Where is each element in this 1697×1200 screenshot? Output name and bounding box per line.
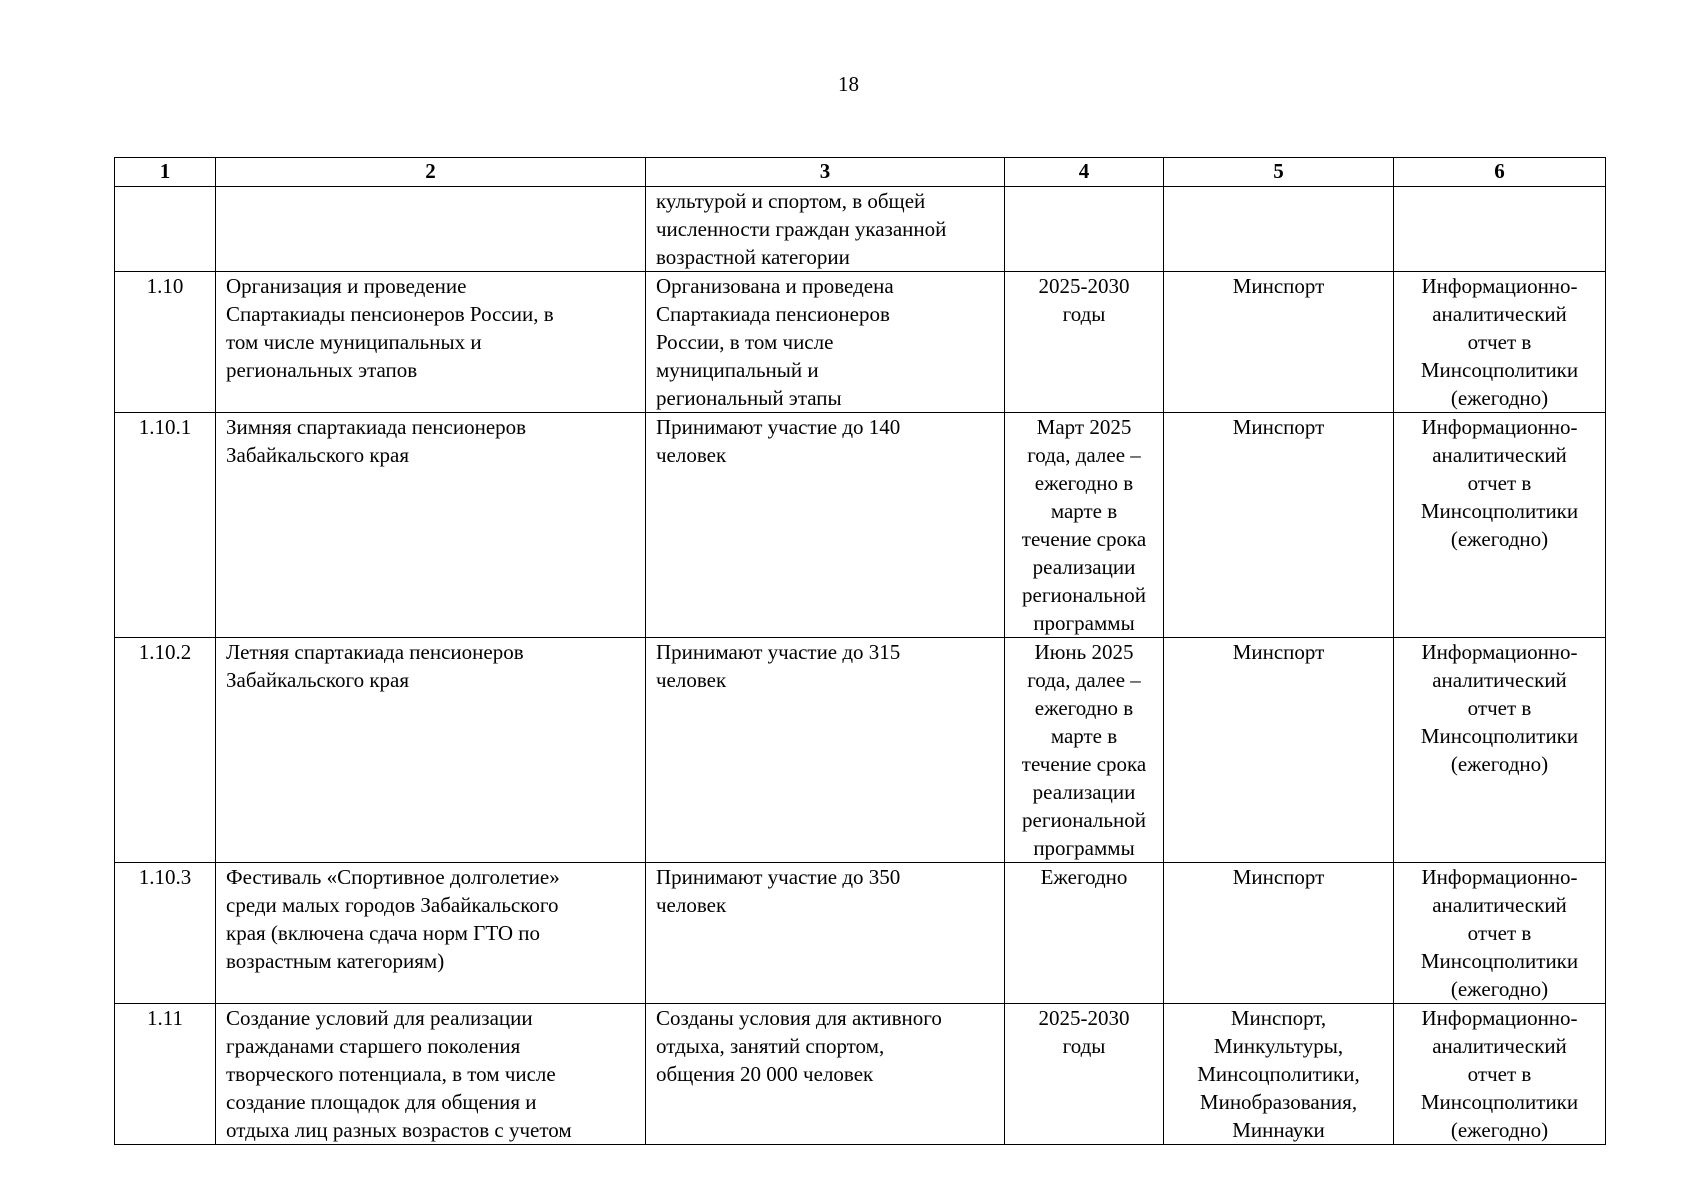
cell-text-line: человек	[656, 668, 727, 692]
cell-text-line: Минспорт	[1232, 274, 1325, 298]
cell-text-line: создание площадок для общения и	[226, 1090, 537, 1114]
cell-activity	[216, 187, 646, 272]
cell-report	[1394, 638, 1606, 863]
cell-text-line: 2025-2030	[1038, 274, 1130, 298]
cell-text-line: Минспорт	[1232, 640, 1325, 664]
cell-text-line: Минкультуры,	[1213, 1034, 1344, 1058]
cell-text-line: годы	[1062, 1034, 1106, 1058]
cell-text-line: отчет в	[1467, 921, 1532, 945]
cell-number: 1.10.2	[115, 638, 216, 863]
cell-number: 1.10.1	[115, 413, 216, 638]
cell-text-line: возрастным категориям)	[226, 949, 445, 973]
cell-text-line: Информационно-	[1421, 1006, 1578, 1030]
cell-text-line: Организация и проведение	[226, 274, 467, 298]
cell-text-line: Март 2025	[1036, 415, 1132, 439]
cell-activity	[216, 1004, 646, 1145]
cell-text-line: Информационно-	[1421, 640, 1578, 664]
cell-text-line: отчет в	[1467, 696, 1532, 720]
cell-text-line: возрастной категории	[656, 245, 850, 269]
column-header: 3	[646, 158, 1005, 187]
cell-number: 1.11	[115, 1004, 216, 1145]
cell-text-line: года, далее –	[1027, 668, 1141, 692]
cell-report	[1394, 1004, 1606, 1145]
cell-period	[1005, 638, 1164, 863]
cell-text-line: реализации	[1032, 780, 1136, 804]
cell-text-line: отдыха, занятий спортом,	[656, 1034, 885, 1058]
cell-text-line: программы	[1033, 836, 1135, 860]
cell-text-line: течение срока	[1021, 527, 1147, 551]
cell-executor	[1164, 187, 1394, 272]
cell-text-line: Минсоцполитики	[1420, 358, 1579, 382]
cell-text-line: отчет в	[1467, 330, 1532, 354]
cell-text-line: отчет в	[1467, 471, 1532, 495]
cell-text-line: Принимают участие до 350	[656, 865, 901, 889]
cell-text-line: Минспорт	[1232, 865, 1325, 889]
cell-text-line: Информационно-	[1421, 274, 1578, 298]
cell-period	[1005, 272, 1164, 413]
cell-text-line: региональный этапы	[656, 386, 842, 410]
cell-text-line: Минобразования,	[1199, 1090, 1358, 1114]
column-header: 5	[1164, 158, 1394, 187]
cell-text-line: Минсоцполитики	[1420, 1090, 1579, 1114]
cell-executor	[1164, 1004, 1394, 1145]
action-plan-table	[114, 157, 1606, 1145]
cell-text-line: региональной	[1022, 808, 1146, 832]
cell-text-line: (ежегодно)	[1450, 527, 1549, 551]
cell-text-line: аналитический	[1432, 1034, 1567, 1058]
cell-text-line: Минсоцполитики	[1420, 499, 1579, 523]
cell-text-line: России, в том числе	[656, 330, 834, 354]
cell-text-line: Летняя спартакиада пенсионеров	[226, 640, 524, 664]
cell-text-line: Зимняя спартакиада пенсионеров	[226, 415, 527, 439]
cell-text-line: годы	[1062, 302, 1106, 326]
cell-result	[646, 863, 1005, 1004]
cell-text-line: (ежегодно)	[1450, 752, 1549, 776]
cell-text-line: программы	[1033, 611, 1135, 635]
cell-text-line: года, далее –	[1027, 443, 1141, 467]
cell-executor	[1164, 413, 1394, 638]
column-header: 4	[1005, 158, 1164, 187]
cell-text-line: муниципальный и	[656, 358, 819, 382]
cell-result	[646, 187, 1005, 272]
cell-text-line: Миннауки	[1232, 1118, 1325, 1142]
cell-result	[646, 272, 1005, 413]
cell-text-line: Организована и проведена	[656, 274, 894, 298]
cell-text-line: Минспорт	[1232, 415, 1325, 439]
cell-period	[1005, 863, 1164, 1004]
cell-number: 1.10.3	[115, 863, 216, 1004]
cell-period	[1005, 187, 1164, 272]
cell-text-line: Минсоцполитики	[1420, 949, 1579, 973]
cell-text-line: человек	[656, 443, 727, 467]
column-header: 1	[115, 158, 216, 187]
cell-report	[1394, 863, 1606, 1004]
cell-text-line: Забайкальского края	[226, 443, 410, 467]
cell-result	[646, 413, 1005, 638]
cell-text-line: Спартакиада пенсионеров	[656, 302, 890, 326]
cell-executor	[1164, 638, 1394, 863]
cell-number	[115, 187, 216, 272]
cell-text-line: культурой и спортом, в общей	[656, 189, 926, 213]
cell-text-line: отчет в	[1467, 1062, 1532, 1086]
cell-number: 1.10	[115, 272, 216, 413]
column-header: 2	[216, 158, 646, 187]
cell-executor	[1164, 272, 1394, 413]
cell-text-line: (ежегодно)	[1450, 386, 1549, 410]
cell-text-line: Забайкальского края	[226, 668, 410, 692]
cell-text-line: численности граждан указанной	[656, 217, 947, 241]
cell-text-line: творческого потенциала, в том числе	[226, 1062, 556, 1086]
cell-text-line: аналитический	[1432, 893, 1567, 917]
cell-activity	[216, 638, 646, 863]
cell-text-line: течение срока	[1021, 752, 1147, 776]
cell-text-line: края (включена сдача норм ГТО по	[226, 921, 541, 945]
cell-text-line: Принимают участие до 315	[656, 640, 901, 664]
cell-text-line: Информационно-	[1421, 415, 1578, 439]
cell-text-line: (ежегодно)	[1450, 1118, 1549, 1142]
cell-result	[646, 1004, 1005, 1145]
cell-text-line: Минсоцполитики,	[1197, 1062, 1360, 1086]
cell-text-line: аналитический	[1432, 443, 1567, 467]
cell-text-line: том числе муниципальных и	[226, 330, 482, 354]
table-row	[115, 187, 1606, 272]
cell-period	[1005, 1004, 1164, 1145]
cell-text-line: гражданами старшего поколения	[226, 1034, 521, 1058]
cell-text-line: Минспорт,	[1230, 1006, 1327, 1030]
table-row	[115, 863, 1606, 1004]
cell-text-line: среди малых городов Забайкальского	[226, 893, 559, 917]
table-row	[115, 638, 1606, 863]
cell-text-line: ежегодно в	[1034, 471, 1134, 495]
cell-activity	[216, 863, 646, 1004]
cell-text-line: Июнь 2025	[1034, 640, 1134, 664]
cell-text-line: реализации	[1032, 555, 1136, 579]
cell-text-line: Спартакиады пенсионеров России, в	[226, 302, 554, 326]
cell-report	[1394, 272, 1606, 413]
cell-text-line: общения 20 000 человек	[656, 1062, 874, 1086]
cell-text-line: (ежегодно)	[1450, 977, 1549, 1001]
table-row	[115, 272, 1606, 413]
cell-text-line: отдыха лиц разных возрастов с учетом	[226, 1118, 572, 1142]
cell-text-line: марте в	[1050, 724, 1118, 748]
cell-text-line: Ежегодно	[1040, 865, 1128, 889]
page-number: 18	[838, 72, 859, 96]
cell-text-line: региональных этапов	[226, 358, 418, 382]
cell-text-line: человек	[656, 893, 727, 917]
cell-report	[1394, 413, 1606, 638]
cell-executor	[1164, 863, 1394, 1004]
cell-result	[646, 638, 1005, 863]
cell-report	[1394, 187, 1606, 272]
cell-text-line: аналитический	[1432, 302, 1567, 326]
cell-text-line: Фестиваль «Спортивное долголетие»	[226, 865, 560, 889]
cell-text-line: региональной	[1022, 583, 1146, 607]
cell-text-line: аналитический	[1432, 668, 1567, 692]
cell-text-line: Созданы условия для активного	[656, 1006, 942, 1030]
cell-text-line: ежегодно в	[1034, 696, 1134, 720]
cell-period	[1005, 413, 1164, 638]
table-header-row	[115, 158, 1606, 187]
cell-text-line: Создание условий для реализации	[226, 1006, 533, 1030]
cell-text-line: марте в	[1050, 499, 1118, 523]
cell-text-line: 2025-2030	[1038, 1006, 1130, 1030]
cell-text-line: Информационно-	[1421, 865, 1578, 889]
table-row	[115, 1004, 1606, 1145]
cell-text-line: Минсоцполитики	[1420, 724, 1579, 748]
column-header: 6	[1394, 158, 1606, 187]
table-row	[115, 413, 1606, 638]
cell-activity	[216, 413, 646, 638]
cell-text-line: Принимают участие до 140	[656, 415, 901, 439]
cell-activity	[216, 272, 646, 413]
